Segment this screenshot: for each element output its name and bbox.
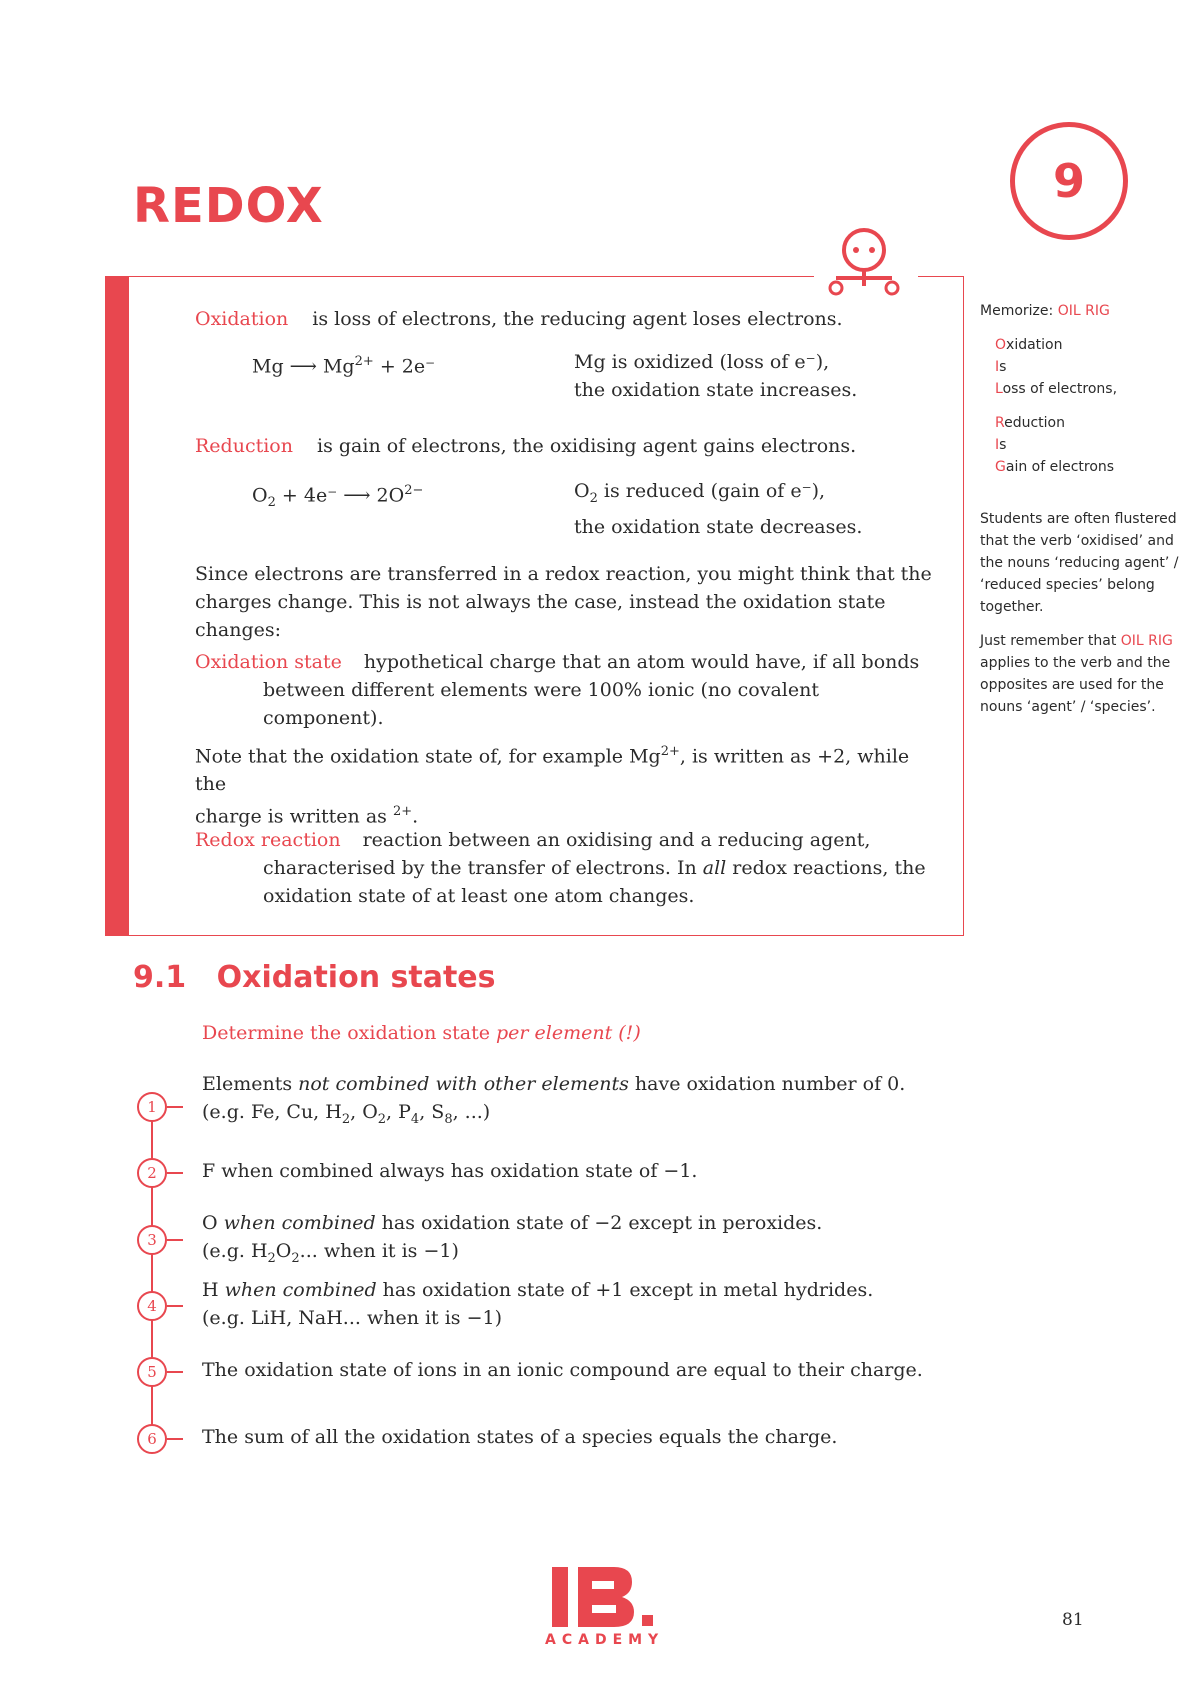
note-part3: charge is written as [195,805,387,828]
sidebar-note-2 [980,630,1180,718]
note-part2: , is written as +2, while the [195,745,910,796]
rule3-b: has oxidation state of −2 except in peroxides. [381,1212,823,1234]
mnemonic-letter: G [995,459,1006,475]
rule1-s1: 2 [341,1111,351,1127]
rule4-a: H [202,1279,219,1301]
rule-3 [202,1209,822,1273]
rule-1-marker: 1 [137,1092,167,1122]
chapter-title: REDOX [133,178,324,234]
chapter-number-badge: 9 [1010,122,1128,240]
rule-4 [202,1276,873,1332]
rule1-a: Elements [202,1073,293,1095]
rule1-s2: 2 [377,1111,387,1127]
sidebar-note-1: Students are often flustered that the verb ‘oxidised’ and the nouns ‘reducing agent’ / ‘reduced species’ belong together. [980,511,1179,615]
reduction-note [574,477,862,541]
rule1-ex5: , ...) [452,1101,491,1123]
redox-line1: reaction between an oxidising and a reducing agent, [362,829,871,851]
eq-rhs-tail: + 2e⁻ [379,355,436,378]
note-part1: Note that the oxidation state of, for example Mg [195,745,661,768]
rule-2: F when combined always has oxidation state of −1. [202,1160,698,1182]
rule-2-tick [167,1172,183,1174]
note-o: O [574,480,590,502]
rule3-it: when combined [223,1212,376,1234]
mnemonic-rest: oss of electrons, [1002,381,1118,397]
rule3-s2: 2 [291,1250,300,1266]
rule-2-marker: 2 [137,1158,167,1188]
oxidation-term: Oxidation [195,308,289,330]
ox-state-line2: between different elements were 100% ionic (no covalent component). [263,679,819,729]
note-part4: . [412,805,419,828]
note-paragraph [195,738,935,831]
mnemonic-letter: I [995,359,1000,375]
memorize-value: OIL RIG [1057,303,1110,319]
intro-italic: per element (!) [496,1022,641,1044]
rule1-b: have oxidation number of 0. [634,1073,906,1095]
reduction-note-line2: the oxidation state decreases. [574,515,863,538]
rule-6-marker: 6 [137,1424,167,1454]
note2-a: Just remember that [980,633,1117,649]
mnemonic-letter: I [995,437,1000,453]
memorize-line [980,300,1180,322]
eq-o: O [252,484,268,507]
rule-3-marker: 3 [137,1225,167,1255]
eq-mid: + 4e⁻ ⟶ 2O [281,484,405,507]
mnemonic-rig [980,412,1180,478]
mnemonic-rest: s [999,359,1007,375]
oxidation-note-line1: Mg is oxidized (loss of e⁻), [574,351,830,373]
memorize-label: Memorize: [980,303,1054,319]
eq-rhs: Mg [322,355,355,378]
rule-5-marker: 5 [137,1357,167,1387]
ox-state-line1: hypothetical charge that an atom would have, if all bonds [363,651,920,673]
mnemonic-rest: ain of electrons [1005,459,1115,475]
rule1-s3: 4 [410,1111,420,1127]
eq-o-sub: 2 [267,495,276,511]
eq-sup: 2− [404,483,424,498]
mnemonic-letter: O [995,337,1007,353]
redox-line2-it: all [702,857,727,879]
intro-text: Determine the oxidation state [202,1022,490,1044]
reduction-note-line1: is reduced (gain of e⁻), [603,480,826,502]
rule1-s4: 8 [444,1111,453,1127]
redox-line2b: redox reactions, the [732,857,926,879]
eq-arrow: ⟶ [289,355,317,378]
sidebar [980,300,1180,718]
redox-reaction-term: Redox reaction [195,829,341,851]
electron-icon [822,222,906,306]
reduction-definition [195,432,856,460]
oxidation-definition [195,305,843,333]
rule-6-tick [167,1438,183,1440]
rule1-ex2: , O [350,1101,378,1123]
rule-6: The sum of all the oxidation states of a species equals the charge. [202,1426,838,1448]
oxidation-state-term: Oxidation state [195,651,342,673]
reduction-def-text: is gain of electrons, the oxidising agent gains electrons. [317,435,857,457]
rule-5-tick [167,1371,183,1373]
redox-reaction-definition [195,826,935,910]
rule-4-marker: 4 [137,1291,167,1321]
section-intro [202,1019,641,1047]
rule3-ex3: ... when it is −1) [299,1240,459,1262]
mnemonic-rest: eduction [1004,415,1065,431]
rule-4-tick [167,1305,183,1307]
rule1-it: not combined with other elements [298,1073,629,1095]
oxidation-state-definition [195,648,935,732]
section-title: Oxidation states [216,960,496,995]
since-paragraph: Since electrons are transferred in a redox reaction, you might think that the charges change. This is not always the case, instead the oxidation state changes: [195,563,932,641]
oxidation-note [574,348,857,404]
rule3-ex2: O [275,1240,292,1262]
page-number: 81 [1062,1610,1084,1630]
note-o-sub: 2 [589,490,598,506]
reduction-term: Reduction [195,435,293,457]
rule1-ex3: , P [386,1101,411,1123]
eq-lhs: Mg [252,355,284,378]
mnemonic-rest: xidation [1006,337,1063,353]
reduction-equation [252,477,423,517]
eq-rhs-sup: 2+ [354,354,374,369]
oxidation-note-line2: the oxidation state increases. [574,379,858,401]
rule3-ex: (e.g. H [202,1240,268,1262]
redox-line3: oxidation state of at least one atom changes. [263,885,695,907]
oxidation-equation [252,348,435,380]
mnemonic-oil [980,334,1180,400]
section-number: 9.1 [133,960,187,995]
academy-wordmark: ACADEMY [545,1632,665,1648]
rule4-ex: (e.g. LiH, NaH... when it is −1) [202,1307,503,1329]
mnemonic-letter: L [995,381,1003,397]
rule1-ex4: , S [419,1101,445,1123]
rules-timeline [151,1098,153,1438]
note2-b: applies to the verb and the opposites are used for the nouns ‘agent’ / ‘species’. [980,655,1171,715]
redox-line2a: characterised by the transfer of electrons. In [263,857,697,879]
rule-3-tick [167,1239,183,1241]
rule3-a: O [202,1212,218,1234]
rule4-it: when combined [224,1279,377,1301]
note2-red: OIL RIG [1120,633,1173,649]
section-heading [133,960,496,995]
oxidation-def-text: is loss of electrons, the reducing agent loses electrons. [312,308,843,330]
note-sup1: 2+ [660,744,680,759]
rule-1 [202,1070,905,1134]
mnemonic-letter: R [995,415,1005,431]
mnemonic-rest: s [999,437,1007,453]
rule1-ex: (e.g. Fe, Cu, H [202,1101,342,1123]
ib-academy-logo [552,1567,662,1627]
rule3-s1: 2 [267,1250,276,1266]
rule-5: The oxidation state of ions in an ionic compound are equal to their charge. [202,1359,923,1381]
rule-1-tick [167,1106,183,1108]
note-sup2: 2+ [392,804,413,820]
rule4-b: has oxidation state of +1 except in metal hydrides. [382,1279,874,1301]
